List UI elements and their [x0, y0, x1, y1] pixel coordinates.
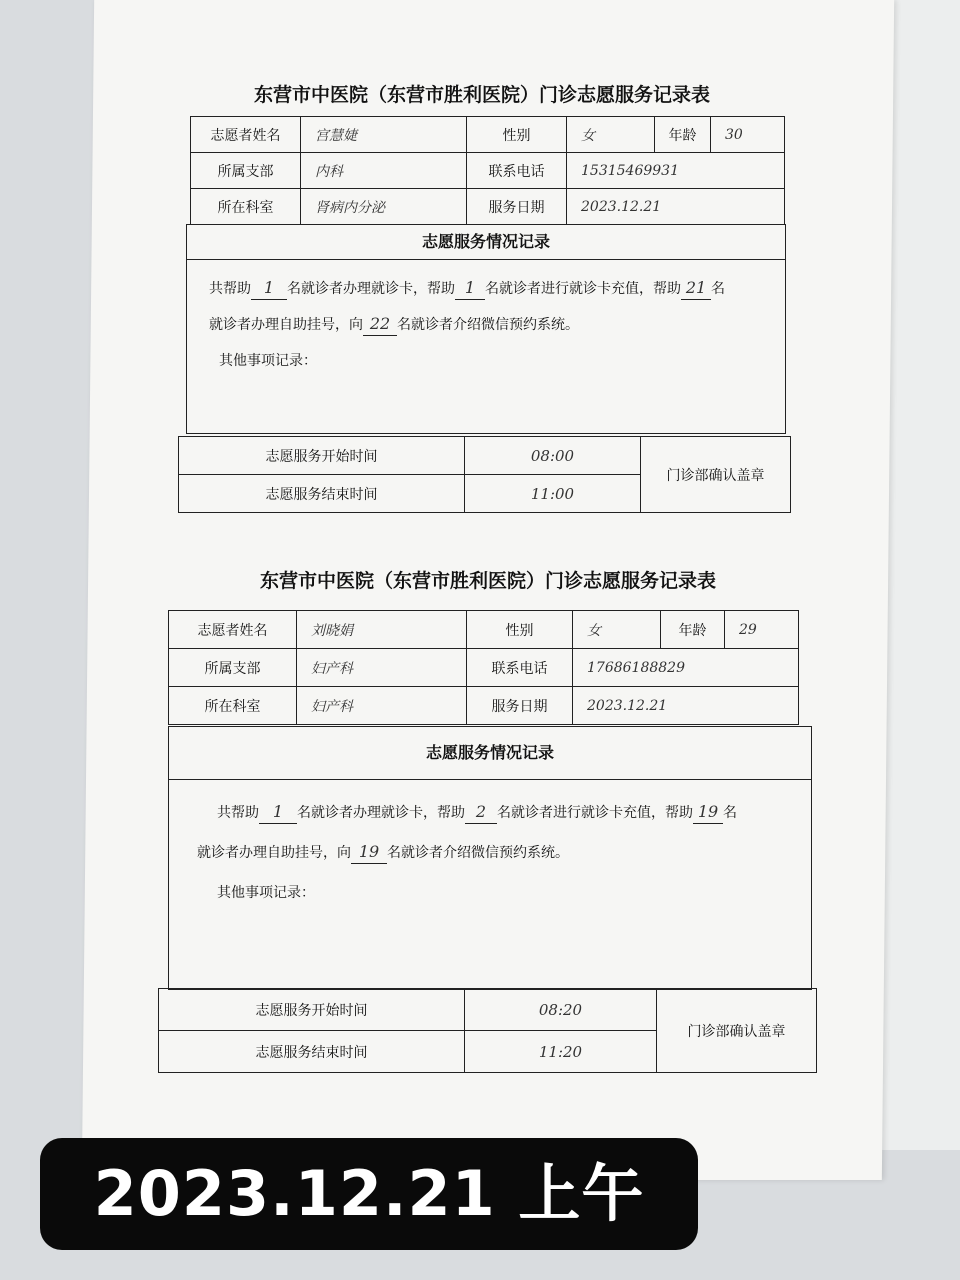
form-title: 东营市中医院（东营市胜利医院）门诊志愿服务记录表	[259, 570, 716, 592]
form-title: 东营市中医院（东营市胜利医院）门诊志愿服务记录表	[253, 84, 710, 106]
record-text: 共帮助 1 名就诊者办理就诊卡，帮助 2 名就诊者进行就诊卡充值，帮助 19 名 就诊者办理自助挂号，向 19 名就诊者介绍微信预约系统。 其他事项记录：	[197, 802, 737, 901]
volunteer-form-2	[158, 562, 818, 1082]
label-branch: 所属支部	[169, 649, 297, 687]
count-recharge: 1	[455, 277, 485, 300]
label-date: 服务日期	[467, 189, 567, 225]
value-start-time: 08:20	[465, 989, 657, 1031]
label-gender: 性别	[467, 117, 567, 153]
volunteer-info-table	[190, 116, 785, 225]
service-record-box	[168, 726, 812, 990]
label-dept: 所在科室	[169, 687, 297, 725]
value-start-time: 08:00	[465, 437, 641, 475]
value-age: 30	[711, 117, 785, 153]
count-recharge: 2	[465, 801, 497, 824]
record-title: 志愿服务情况记录	[187, 225, 785, 260]
count-wechat: 22	[363, 313, 397, 336]
value-phone: 17686188829	[573, 649, 799, 687]
count-register: 21	[681, 277, 711, 300]
label-name: 志愿者姓名	[191, 117, 301, 153]
label-age: 年龄	[655, 117, 711, 153]
other-notes-label: 其他事项记录：	[219, 353, 317, 369]
label-date: 服务日期	[467, 687, 573, 725]
record-title: 志愿服务情况记录	[169, 727, 811, 780]
value-phone: 15315469931	[567, 153, 785, 189]
value-name: 刘晓娟	[297, 611, 467, 649]
label-gender: 性别	[467, 611, 573, 649]
count-wechat: 19	[351, 841, 387, 864]
value-dept: 妇产科	[297, 687, 467, 725]
label-phone: 联系电话	[467, 153, 567, 189]
service-record-box	[186, 224, 786, 434]
value-end-time: 11:20	[465, 1031, 657, 1073]
label-start-time: 志愿服务开始时间	[159, 989, 465, 1031]
label-start-time: 志愿服务开始时间	[179, 437, 465, 475]
label-end-time: 志愿服务结束时间	[159, 1031, 465, 1073]
count-card: 1	[251, 277, 287, 300]
volunteer-form-1	[176, 70, 788, 515]
label-branch: 所属支部	[191, 153, 301, 189]
service-time-table	[158, 988, 817, 1073]
value-date: 2023.12.21	[573, 687, 799, 725]
volunteer-info-table	[168, 610, 799, 725]
label-age: 年龄	[661, 611, 725, 649]
stamp-label: 门诊部确认盖章	[657, 989, 817, 1073]
label-dept: 所在科室	[191, 189, 301, 225]
value-dept: 肾病内分泌	[301, 189, 467, 225]
value-gender: 女	[567, 117, 655, 153]
label-phone: 联系电话	[467, 649, 573, 687]
value-end-time: 11:00	[465, 475, 641, 513]
value-branch: 妇产科	[297, 649, 467, 687]
value-gender: 女	[573, 611, 661, 649]
value-age: 29	[725, 611, 799, 649]
label-end-time: 志愿服务结束时间	[179, 475, 465, 513]
record-text: 共帮助 1 名就诊者办理就诊卡，帮助 1 名就诊者进行就诊卡充值，帮助 21 名 就诊者办理自助挂号，向 22 名就诊者介绍微信预约系统。 其他事项记录：	[209, 278, 725, 369]
service-time-table	[178, 436, 791, 513]
count-card: 1	[259, 801, 297, 824]
other-notes-label: 其他事项记录：	[217, 885, 315, 901]
label-name: 志愿者姓名	[169, 611, 297, 649]
stamp-label: 门诊部确认盖章	[641, 437, 791, 513]
value-date: 2023.12.21	[567, 189, 785, 225]
count-register: 19	[693, 801, 723, 824]
value-name: 宫慧婕	[301, 117, 467, 153]
photo-timestamp-banner: 2023.12.21 上午	[40, 1138, 698, 1250]
value-branch: 内科	[301, 153, 467, 189]
